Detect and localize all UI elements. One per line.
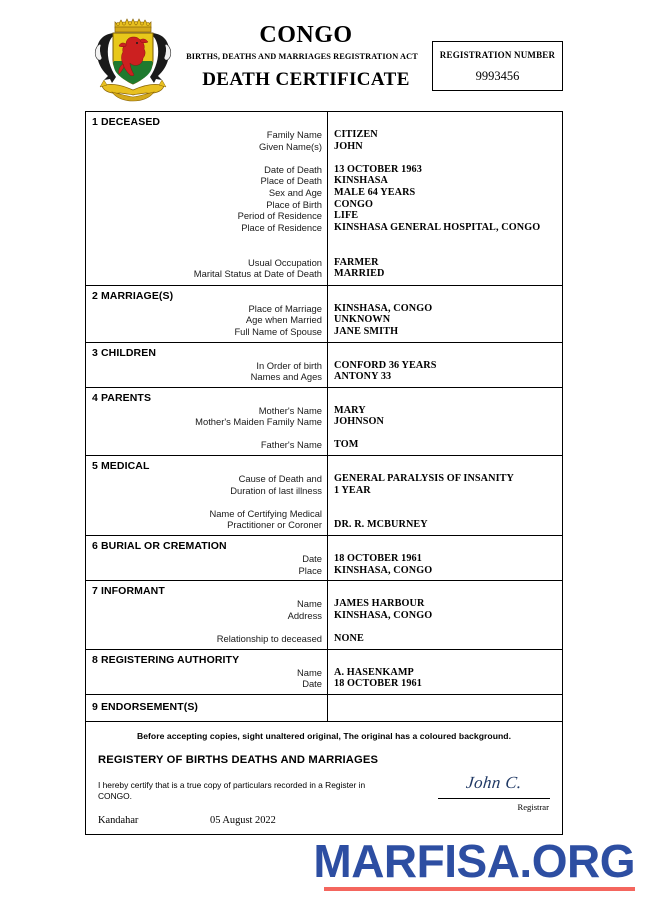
value-full-name-of-spouse: JANE SMITH [334, 325, 399, 337]
value-place-of-death: KINSHASA [334, 175, 389, 187]
act-subtitle: BIRTHS, DEATHS AND MARRIAGES REGISTRATION ACT [186, 52, 418, 61]
label-age-when-married: Age when Married [245, 314, 322, 326]
value-sex-and-age: MALE 64 YEARS [334, 186, 416, 198]
spacer [334, 621, 558, 633]
label-informant-name: Name [296, 598, 322, 610]
value-family-name: CITIZEN [334, 129, 378, 140]
section-deceased-right [328, 112, 562, 285]
marfisa-wordmark: MARFISA.ORG [313, 835, 635, 887]
value-usual-occupation: FARMER [334, 256, 379, 268]
signature-area [438, 770, 550, 812]
value-child-1: CONFORD 36 YEARS [334, 359, 437, 371]
label-burial-date: Date [302, 553, 322, 565]
title-block [181, 12, 431, 93]
section-burial-title: 6 BURIAL OR CREMATION [92, 540, 227, 553]
value-period-of-residence: LIFE [334, 210, 359, 222]
section-burial-right [328, 536, 562, 580]
section-authority-values [334, 667, 558, 690]
section-deceased-title: 1 DECEASED [92, 116, 161, 128]
section-marriages-right [328, 286, 562, 342]
spacer [86, 621, 322, 633]
section-burial-labels [86, 553, 322, 576]
label-duration-of-illness: Duration of last illness [230, 484, 322, 496]
section-parents-values [334, 405, 558, 451]
certificate-footer [86, 722, 562, 834]
label-certifying-practitioner-line2: Practitioner or Coroner [227, 519, 322, 531]
section-informant [86, 581, 562, 649]
section-informant-title: 7 INFORMANT [92, 585, 165, 598]
value-relationship-to-deceased: NONE [334, 633, 364, 644]
spacer [334, 496, 558, 508]
label-place-of-marriage: Place of Marriage [248, 302, 322, 314]
value-child-2: ANTONY 33 [334, 371, 392, 383]
section-registering-authority [86, 650, 562, 695]
section-deceased-values [334, 129, 558, 280]
value-informant-address: KINSHASA, CONGO [334, 609, 433, 621]
registrar-signature: John C. [465, 772, 523, 792]
spacer [334, 152, 558, 164]
section-authority-right [328, 650, 562, 694]
value-marital-status: MARRIED [334, 268, 385, 280]
spacer [334, 233, 558, 245]
issue-date: 05 August 2022 [210, 814, 276, 826]
country-name: CONGO [259, 22, 353, 48]
section-burial-left [86, 536, 328, 580]
section-marriages-left [86, 286, 328, 342]
value-duration-of-illness: 1 YEAR [334, 484, 371, 496]
value-date-of-death: 13 OCTOBER 1963 [334, 163, 422, 175]
section-informant-left [86, 581, 328, 648]
section-children-title: 3 CHILDREN [92, 346, 157, 359]
spacer [86, 245, 322, 257]
section-children-right [328, 343, 562, 387]
certificate-header [85, 12, 563, 104]
value-given-names: JOHN [334, 140, 363, 152]
section-endorsements [86, 695, 562, 722]
section-marriages-labels [86, 303, 322, 338]
section-deceased [86, 112, 562, 286]
label-burial-place: Place [298, 564, 322, 576]
label-informant-address: Address [287, 609, 322, 621]
section-medical-right [328, 456, 562, 535]
label-place-of-residence: Place of Residence [241, 221, 322, 233]
label-authority-name: Name [296, 666, 322, 678]
value-authority-name: A. HASENKAMP [334, 666, 414, 678]
section-marriages [86, 286, 562, 343]
section-children-values [334, 360, 558, 383]
certification-statement: I hereby certify that is a true copy of particulars recorded in a Register in CONGO. [98, 779, 366, 801]
registration-number-label: REGISTRATION NUMBER [439, 50, 556, 60]
spacer [86, 496, 322, 508]
section-burial-or-cremation [86, 536, 562, 581]
label-date-of-death: Date of Death [264, 163, 322, 175]
label-sex-and-age: Sex and Age [268, 186, 322, 198]
registration-number-box [432, 41, 563, 91]
section-parents-title: 4 PARENTS [92, 391, 152, 404]
registrar-label: Registrar [517, 801, 549, 812]
value-mothers-name: MARY [334, 404, 366, 416]
section-burial-values [334, 553, 558, 576]
label-mothers-name: Mother's Name [258, 404, 322, 416]
issue-place: Kandahar [98, 814, 139, 826]
section-parents-right [328, 388, 562, 455]
label-period-of-residence: Period of Residence [237, 210, 322, 222]
section-endorsements-right [328, 695, 562, 721]
value-place-of-birth: CONGO [334, 198, 373, 210]
spacer [86, 233, 322, 245]
spacer [334, 508, 558, 520]
section-parents [86, 388, 562, 456]
document-type-title: DEATH CERTIFICATE [202, 69, 410, 90]
registry-heading: REGISTERY OF BIRTHS DEATHS AND MARRIAGES [98, 753, 379, 766]
value-certifying-practitioner: DR. R. MCBURNEY [334, 519, 428, 531]
value-burial-place: KINSHASA, CONGO [334, 564, 433, 576]
section-authority-labels [86, 667, 322, 690]
label-names-and-ages: Names and Ages [250, 371, 322, 383]
section-informant-values [334, 598, 558, 644]
label-authority-date: Date [302, 678, 322, 690]
section-medical-left [86, 456, 328, 535]
section-medical-values [334, 473, 558, 531]
label-relationship-to-deceased: Relationship to deceased [216, 633, 322, 644]
section-parents-left [86, 388, 328, 455]
label-certifying-practitioner-line1: Name of Certifying Medical [209, 507, 322, 519]
section-children-left [86, 343, 328, 387]
spacer [334, 428, 558, 440]
section-informant-right [328, 581, 562, 648]
congo-coat-of-arms-icon [90, 14, 176, 104]
section-marriages-values [334, 303, 558, 338]
value-place-of-marriage: KINSHASA, CONGO [334, 302, 433, 314]
section-children [86, 343, 562, 388]
value-fathers-name: TOM [334, 439, 359, 451]
value-mothers-maiden-name: JOHNSON [334, 416, 384, 428]
value-authority-date: 18 OCTOBER 1961 [334, 678, 422, 690]
section-deceased-left [86, 112, 328, 285]
label-usual-occupation: Usual Occupation [248, 256, 322, 268]
label-given-names: Given Name(s) [258, 140, 322, 152]
value-informant-name: JAMES HARBOUR [334, 598, 425, 610]
section-authority-left [86, 650, 328, 694]
value-burial-date: 18 OCTOBER 1961 [334, 553, 422, 565]
marfisa-logo [311, 836, 635, 891]
registration-number-value: 9993456 [475, 69, 520, 83]
label-cause-of-death: Cause of Death and [238, 473, 322, 485]
label-marital-status: Marital Status at Date of Death [193, 268, 322, 280]
value-age-when-married: UNKNOWN [334, 314, 391, 326]
section-medical [86, 456, 562, 536]
spacer [86, 428, 322, 440]
section-endorsements-title: 9 ENDORSEMENT(S) [92, 700, 199, 713]
label-fathers-name: Father's Name [260, 439, 322, 451]
label-full-name-of-spouse: Full Name of Spouse [234, 325, 322, 337]
label-place-of-death: Place of Death [260, 175, 322, 187]
value-cause-of-death: GENERAL PARALYSIS OF INSANITY [334, 473, 514, 485]
section-medical-labels [86, 473, 322, 531]
section-parents-labels [86, 405, 322, 451]
section-endorsements-left [86, 695, 328, 721]
copy-notice: Before accepting copies, sight unaltered original, The original has a coloured background. [136, 730, 512, 741]
value-place-of-residence: KINSHASA GENERAL HOSPITAL, CONGO [334, 221, 541, 233]
label-in-order-of-birth: In Order of birth [256, 359, 322, 371]
section-authority-title: 8 REGISTERING AUTHORITY [92, 653, 240, 666]
certificate-table [85, 111, 563, 835]
spacer [86, 152, 322, 164]
label-family-name: Family Name [266, 129, 322, 140]
marfisa-underline [324, 887, 635, 891]
section-medical-title: 5 MEDICAL [92, 460, 150, 473]
spacer [334, 245, 558, 257]
section-marriages-title: 2 MARRIAGE(S) [92, 289, 174, 302]
label-mothers-maiden-name: Mother's Maiden Family Name [195, 416, 322, 428]
issue-details-row [98, 811, 550, 826]
label-place-of-birth: Place of Birth [266, 198, 322, 210]
section-children-labels [86, 360, 322, 383]
section-deceased-labels [86, 129, 322, 280]
section-informant-labels [86, 598, 322, 644]
